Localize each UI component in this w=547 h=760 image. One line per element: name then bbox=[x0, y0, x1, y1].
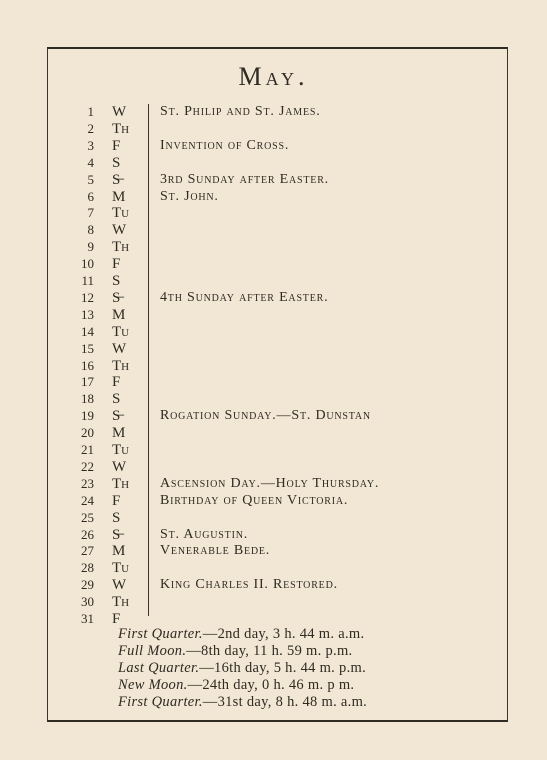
phase-name: Last Quarter. bbox=[118, 660, 200, 676]
day-number: 15 bbox=[81, 340, 94, 356]
weekday: F bbox=[112, 611, 121, 627]
day-number: 12 bbox=[81, 289, 94, 305]
day-number: 7 bbox=[87, 205, 94, 221]
day-number: 17 bbox=[81, 374, 94, 390]
weekday: S bbox=[112, 273, 121, 289]
weekday: S̶ bbox=[112, 171, 121, 188]
weekday: Th bbox=[112, 594, 130, 611]
day-number: 14 bbox=[81, 323, 94, 339]
day-row bbox=[56, 543, 476, 560]
day-row bbox=[56, 172, 476, 189]
day-row bbox=[56, 256, 476, 273]
weekday: F bbox=[112, 374, 121, 391]
phase-name: Full Moon. bbox=[118, 643, 187, 659]
day-row bbox=[56, 307, 476, 324]
event-text: Invention of Cross. bbox=[160, 137, 290, 153]
day-row bbox=[56, 391, 476, 408]
day-number: 4 bbox=[87, 154, 94, 170]
day-row bbox=[56, 358, 476, 375]
day-number: 28 bbox=[81, 560, 94, 576]
day-number: 27 bbox=[81, 543, 94, 559]
weekday: F bbox=[112, 137, 121, 154]
weekday: Th bbox=[112, 475, 130, 492]
weekday: F bbox=[112, 256, 121, 273]
weekday: M bbox=[112, 425, 126, 442]
day-number: 13 bbox=[81, 306, 94, 322]
day-row bbox=[56, 408, 476, 425]
phase-line bbox=[118, 643, 352, 660]
event-text: Ascension Day.—Holy Thursday. bbox=[160, 475, 380, 491]
day-number: 1 bbox=[87, 104, 94, 119]
event-text: King Charles II. Restored. bbox=[160, 577, 338, 593]
weekday: W bbox=[112, 222, 127, 239]
phase-detail: —24th day, 0 h. 46 m. p m. bbox=[187, 677, 355, 693]
day-row bbox=[56, 222, 476, 239]
day-number: 9 bbox=[87, 239, 94, 255]
day-number: 16 bbox=[81, 357, 94, 373]
day-number: 18 bbox=[81, 391, 94, 407]
day-number: 22 bbox=[81, 458, 94, 474]
phase-line bbox=[118, 677, 354, 694]
day-row bbox=[56, 273, 476, 290]
phase-detail: —2nd day, 3 h. 44 m. a.m. bbox=[202, 626, 365, 642]
day-row bbox=[56, 189, 476, 206]
day-row bbox=[56, 476, 476, 493]
day-number: 25 bbox=[81, 509, 94, 525]
weekday: S̶ bbox=[112, 526, 121, 543]
day-row bbox=[56, 121, 476, 138]
weekday: Tu bbox=[112, 442, 130, 458]
day-number: 26 bbox=[81, 526, 94, 542]
day-row bbox=[56, 442, 476, 459]
day-row bbox=[56, 577, 476, 594]
day-number: 19 bbox=[81, 408, 94, 424]
day-number: 30 bbox=[81, 594, 94, 610]
day-number: 11 bbox=[81, 273, 94, 288]
day-row bbox=[56, 104, 476, 121]
weekday: W bbox=[112, 458, 127, 475]
day-number: 2 bbox=[87, 120, 94, 136]
phase-line bbox=[118, 694, 367, 711]
weekday: F bbox=[112, 492, 121, 509]
day-number: 23 bbox=[81, 475, 94, 491]
phase-line bbox=[118, 626, 364, 643]
phase-name: First Quarter. bbox=[118, 626, 203, 642]
day-number: 24 bbox=[81, 492, 94, 508]
weekday: M bbox=[112, 188, 126, 205]
event-text: Rogation Sunday.—St. Dunstan bbox=[160, 408, 371, 424]
event-text: 3rd Sunday after Easter. bbox=[160, 171, 329, 187]
day-row bbox=[56, 239, 476, 256]
day-row bbox=[56, 560, 476, 577]
event-text: 4th Sunday after Easter. bbox=[160, 289, 329, 305]
weekday: Tu bbox=[112, 205, 130, 222]
day-number: 3 bbox=[87, 137, 94, 153]
day-row bbox=[56, 341, 476, 358]
weekday: S bbox=[112, 391, 121, 408]
weekday: S bbox=[112, 509, 121, 526]
event-text: Venerable Bede. bbox=[160, 543, 271, 559]
weekday: W bbox=[112, 340, 127, 357]
day-number: 31 bbox=[81, 611, 94, 626]
event-text: Birthday of Queen Victoria. bbox=[160, 492, 349, 508]
weekday: S̶ bbox=[112, 408, 121, 425]
phase-detail: —31st day, 8 h. 48 m. a.m. bbox=[202, 694, 368, 710]
weekday: Tu bbox=[112, 560, 130, 577]
day-row bbox=[56, 425, 476, 442]
event-text: St. Augustin. bbox=[160, 526, 249, 542]
day-row bbox=[56, 155, 476, 172]
day-row bbox=[56, 138, 476, 155]
weekday: Tu bbox=[112, 323, 130, 340]
month-title: May. bbox=[238, 62, 309, 91]
day-row bbox=[56, 290, 476, 307]
weekday: W bbox=[112, 104, 127, 120]
weekday: S bbox=[112, 154, 121, 171]
day-number: 20 bbox=[81, 425, 94, 441]
day-row bbox=[56, 527, 476, 544]
day-row bbox=[56, 324, 476, 341]
weekday: Th bbox=[112, 239, 130, 256]
day-row bbox=[56, 594, 476, 611]
weekday: M bbox=[112, 306, 126, 323]
day-number: 21 bbox=[81, 442, 94, 457]
day-row bbox=[56, 205, 476, 222]
weekday: Th bbox=[112, 120, 130, 137]
day-number: 10 bbox=[81, 256, 94, 272]
event-text: St. Philip and St. James. bbox=[160, 104, 321, 119]
weekday: S̶ bbox=[112, 289, 121, 306]
phase-name: New Moon. bbox=[118, 677, 188, 693]
phase-detail: —8th day, 11 h. 59 m. p.m. bbox=[186, 643, 353, 659]
day-row bbox=[56, 493, 476, 510]
day-row bbox=[56, 510, 476, 527]
phase-line bbox=[118, 660, 366, 677]
weekday: W bbox=[112, 577, 127, 594]
day-number: 6 bbox=[87, 188, 94, 204]
day-number: 8 bbox=[87, 222, 94, 238]
day-number: 5 bbox=[87, 171, 94, 187]
event-text: St. John. bbox=[160, 188, 219, 204]
day-row bbox=[56, 459, 476, 476]
weekday: M bbox=[112, 543, 126, 560]
day-number: 29 bbox=[81, 577, 94, 593]
day-row bbox=[56, 374, 476, 391]
phase-detail: —16th day, 5 h. 44 m. p.m. bbox=[199, 660, 367, 676]
phase-name: First Quarter. bbox=[118, 694, 203, 710]
weekday: Th bbox=[112, 357, 130, 374]
